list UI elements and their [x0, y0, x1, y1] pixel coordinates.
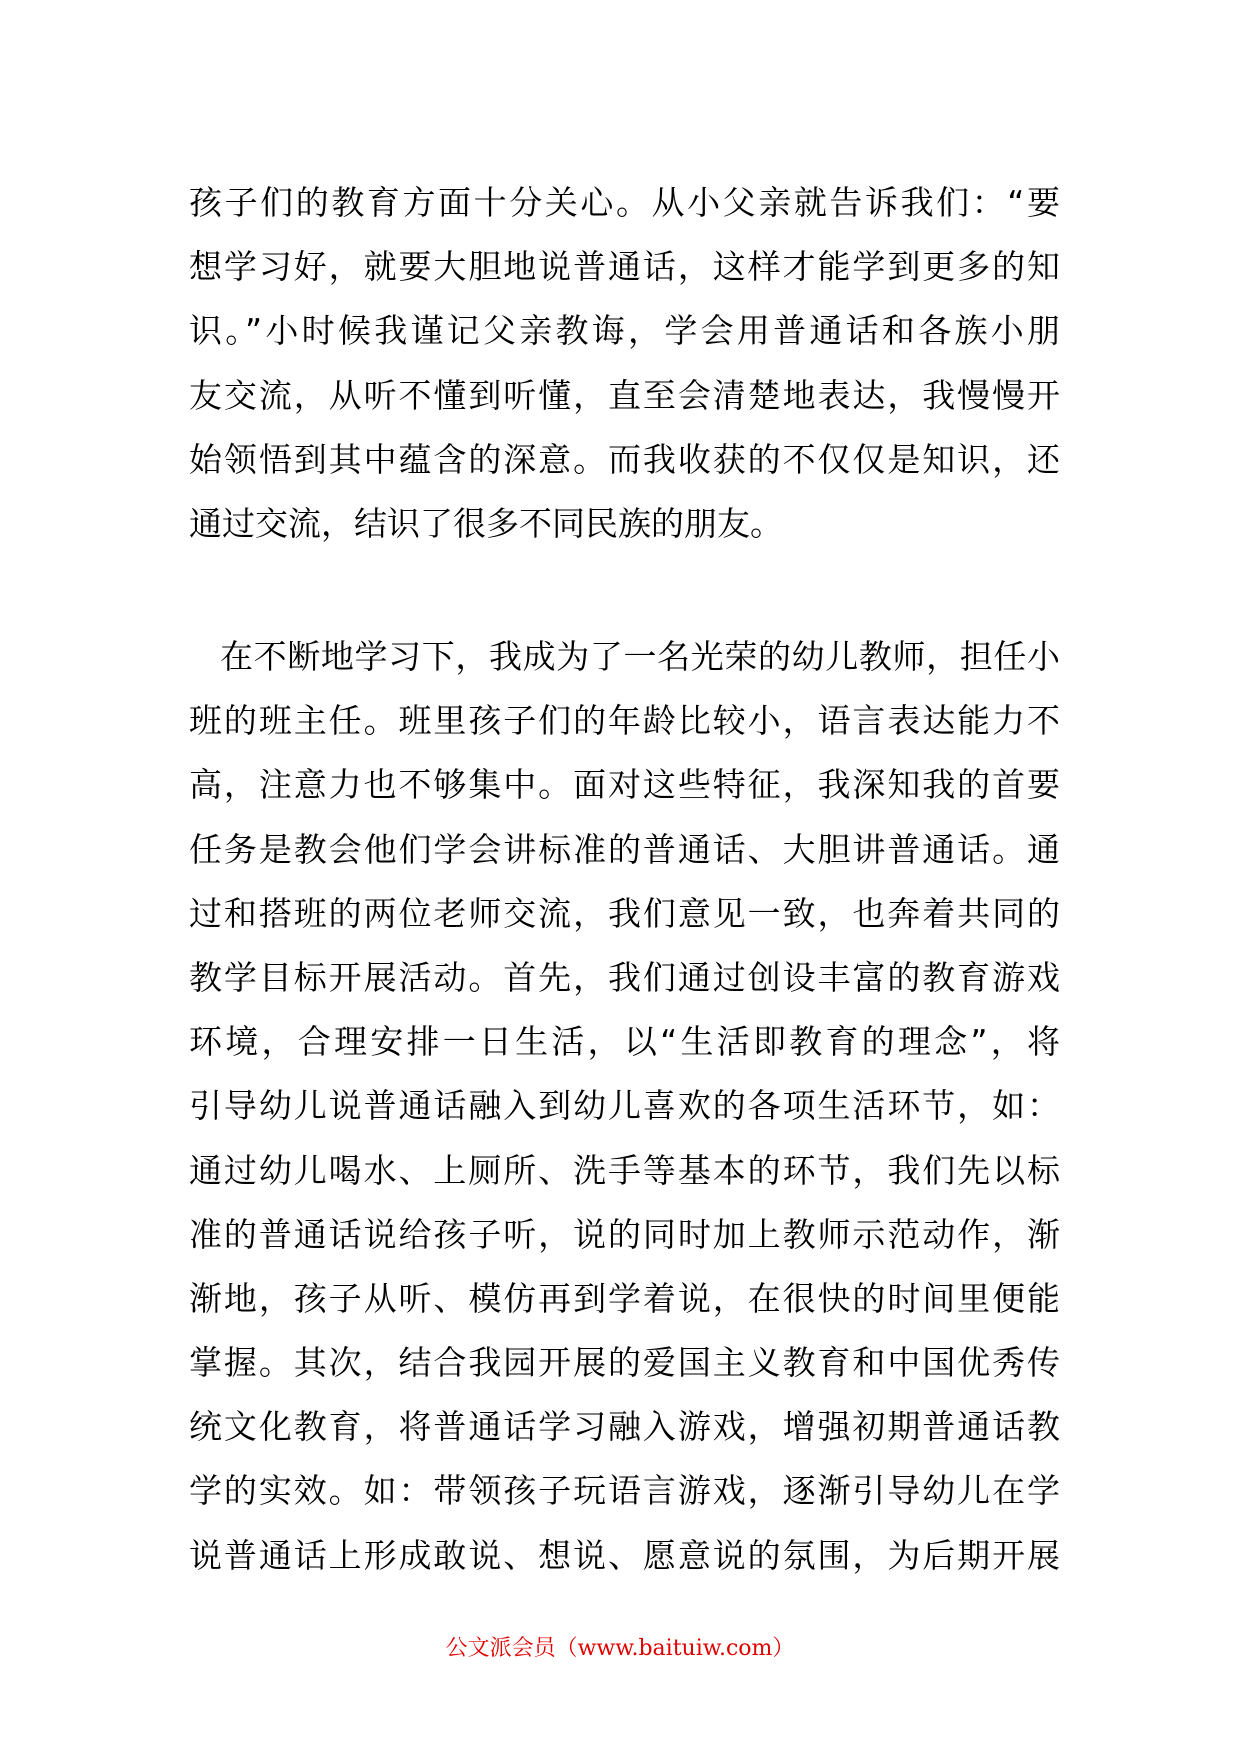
text-line: 引导幼儿说普通话融入到幼儿喜欢的各项生活环节，如： [189, 1086, 1060, 1126]
text-line: 教学目标开展活动。首先，我们通过创设丰富的教育游戏 [189, 957, 1060, 997]
text-line: 统文化教育，将普通话学习融入游戏，增强初期普通话教 [189, 1407, 1060, 1447]
text-line: 渐地，孩子从听、模仿再到学着说，在很快的时间里便能 [189, 1278, 1060, 1318]
text-line: 友交流，从听不懂到听懂，直至会清楚地表达，我慢慢开 [189, 375, 1060, 415]
text-line: 始领悟到其中蕴含的深意。而我收获的不仅仅是知识，还 [189, 439, 1060, 479]
paragraph-2 [189, 625, 1060, 1588]
text-line: 识。”小时候我谨记父亲教诲，学会用普通话和各族小朋 [189, 311, 1060, 351]
text-line: 任务是教会他们学会讲标准的普通话、大胆讲普通话。通 [189, 829, 1060, 869]
text-line: 环境，合理安排一日生活，以“生活即教育的理念”，将 [189, 1022, 1060, 1062]
text-line: 掌握。其次，结合我园开展的爱国主义教育和中国优秀传 [189, 1343, 1060, 1383]
text-line: 班的班主任。班里孩子们的年龄比较小，语言表达能力不 [189, 701, 1060, 741]
text-line: 过和搭班的两位老师交流，我们意见一致，也奔着共同的 [189, 893, 1060, 933]
text-line: 通过幼儿喝水、上厕所、洗手等基本的环节，我们先以标 [189, 1150, 1060, 1190]
text-line: 说普通话上形成敢说、想说、愿意说的氛围，为后期开展 [189, 1535, 1060, 1575]
text-line: 想学习好，就要大胆地说普通话，这样才能学到更多的知 [189, 247, 1060, 287]
text-line: 在不断地学习下，我成为了一名光荣的幼儿教师，担任小 [220, 637, 1060, 676]
text-line: 学的实效。如：带领孩子玩语言游戏，逐渐引导幼儿在学 [189, 1471, 1060, 1511]
paragraph-1 [189, 171, 1060, 556]
text-line: 准的普通话说给孩子听，说的同时加上教师示范动作，渐 [189, 1214, 1060, 1254]
text-line: 高，注意力也不够集中。面对这些特征，我深知我的首要 [189, 765, 1060, 805]
footer-watermark: 公文派会员（www.baituiw.com） [445, 1636, 795, 1661]
text-line: 通过交流，结识了很多不同民族的朋友。 [189, 503, 783, 543]
text-line: 孩子们的教育方面十分关心。从小父亲就告诉我们：“要 [189, 183, 1060, 222]
